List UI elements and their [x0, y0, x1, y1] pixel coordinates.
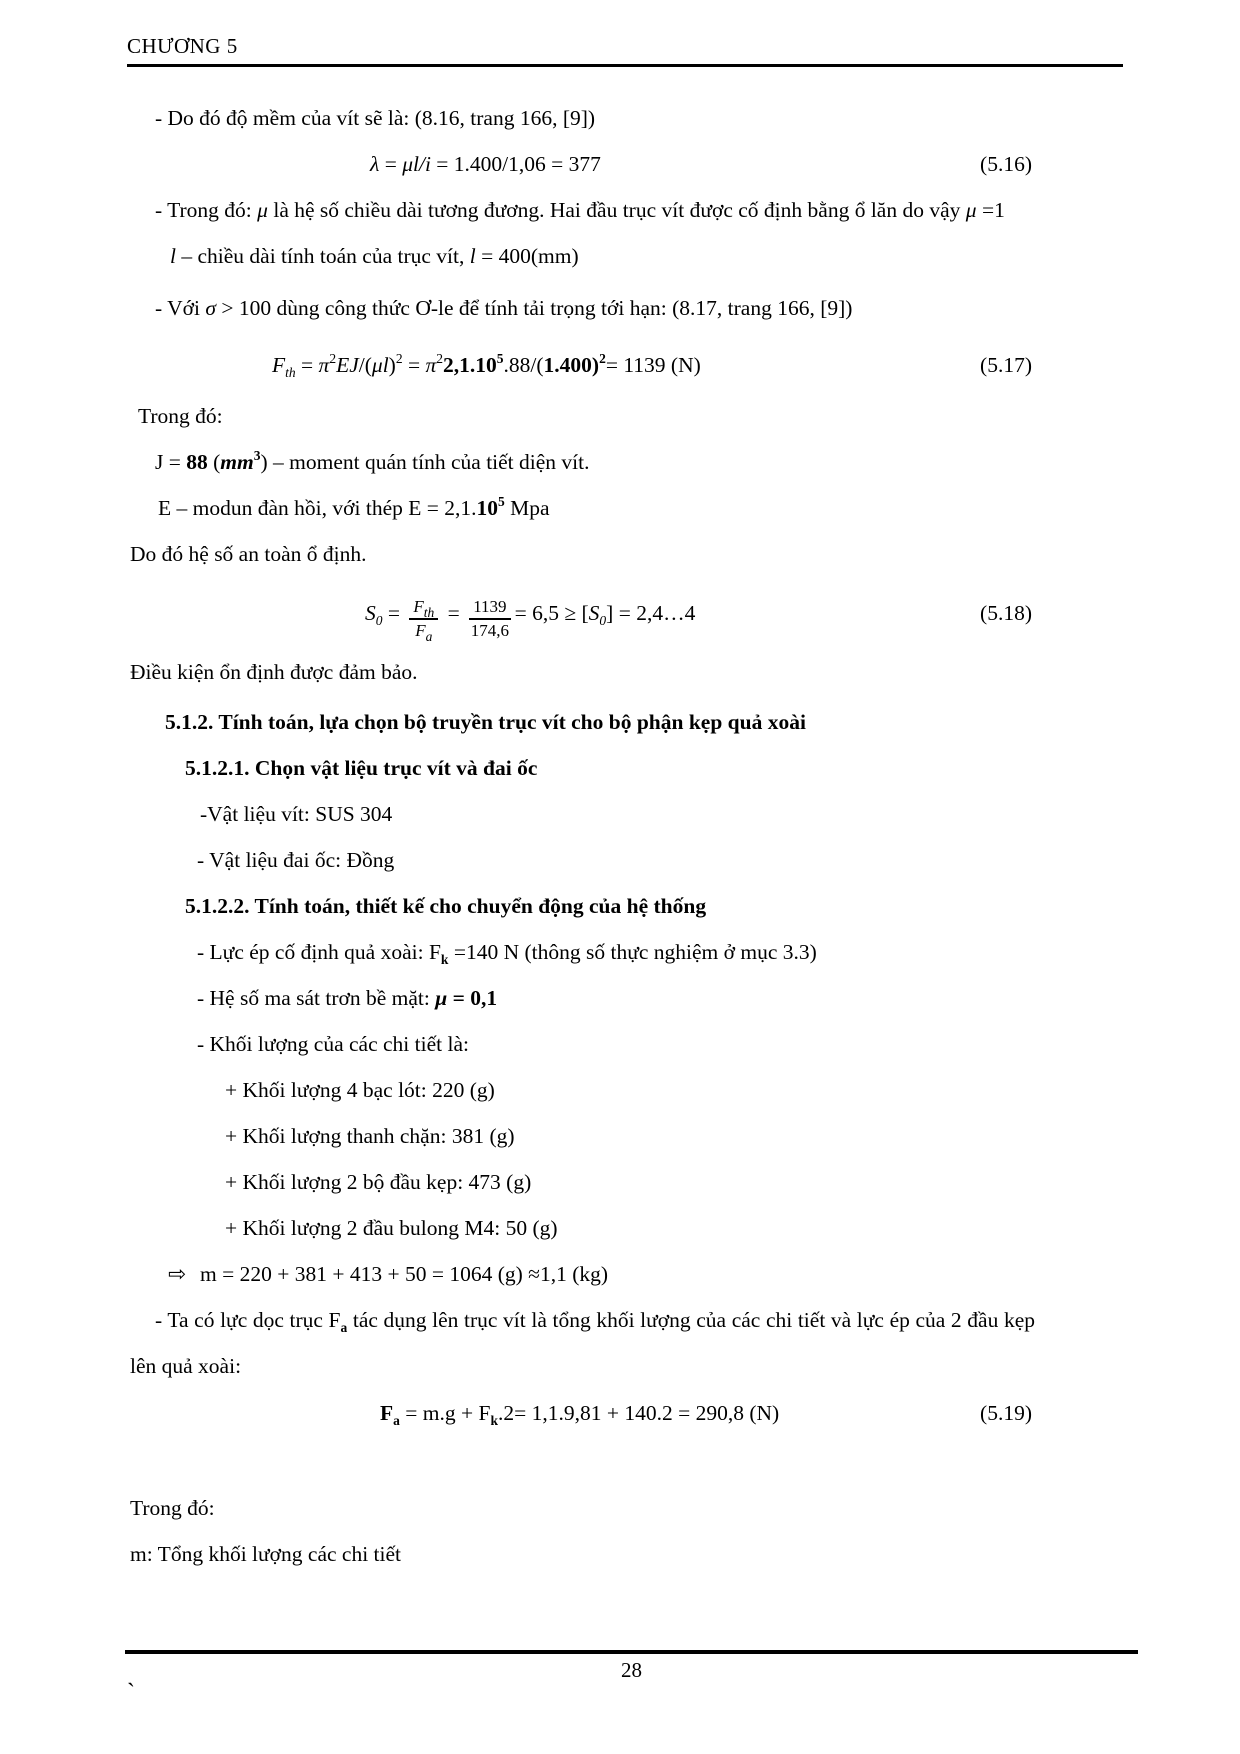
equation-number: (5.18): [980, 601, 1032, 625]
text-segment: – chiều dài tính toán của trục vít,: [175, 244, 470, 268]
text-segment: là hệ số chiều dài tương đương. Hai đầu trục vít được cố định bằng ổ lăn do vậy: [267, 198, 966, 222]
math-sub-0: 0: [375, 613, 383, 628]
math-sup-3: 3: [253, 448, 261, 463]
equation-number: (5.17): [980, 353, 1032, 377]
math-tail: ] = 2,4…4: [606, 601, 696, 625]
list-item-bac-lot: [0, 1067, 1240, 1113]
equation-number: (5.19): [980, 1401, 1032, 1425]
math-sup-5: 5: [498, 494, 505, 509]
math-F: F: [413, 597, 424, 617]
equation-5-16: [0, 141, 1240, 187]
heading-5-1-2-2: [0, 883, 1240, 929]
math-sup-2: 2: [395, 351, 403, 366]
list-item-thanh-chan: [0, 1113, 1240, 1159]
document-body: [0, 95, 1240, 1577]
equation-number: (5.16): [980, 152, 1032, 176]
math-EJ: EJ: [336, 353, 359, 377]
equation-body: [0, 577, 695, 649]
math-eq: =: [295, 353, 319, 377]
text-line: + Khối lượng thanh chặn: 381 (g): [225, 1124, 515, 1148]
text-line: + Khối lượng 2 đầu bulong M4: 50 (g): [225, 1216, 558, 1240]
text-line: Điều kiện ổn định được đảm bảo.: [130, 660, 418, 684]
math-paren: ): [388, 353, 396, 377]
paragraph-mat-daioc: [0, 837, 1240, 883]
math-lambda: λ: [370, 152, 380, 176]
math-numerator: 1139: [469, 597, 510, 620]
math-coef: 2,1.: [443, 353, 476, 377]
chapter-title: CHƯƠNG 5: [127, 34, 238, 58]
paragraph-trong-do-2: [0, 1485, 1240, 1531]
list-item-bulong: [0, 1205, 1240, 1251]
math-mid: = 6,5 ≥ [: [514, 601, 589, 625]
text-line: + Khối lượng 2 bộ đầu kẹp: 473 (g): [225, 1170, 532, 1194]
text-segment: - Trong đó:: [155, 198, 258, 222]
paragraph-m: [0, 1531, 1240, 1577]
paragraph-length: [0, 233, 1240, 279]
equation-5-17: [0, 339, 1240, 391]
text-segment: = 400(mm): [475, 244, 579, 268]
paragraph-luc-ep: [0, 929, 1240, 975]
text-segment: ) – moment quán tính của tiết diện vít.: [260, 450, 590, 474]
math-pi: π: [318, 353, 330, 377]
math-mul: μl: [371, 353, 389, 377]
math-sup-5: 5: [496, 351, 504, 366]
math-eq: =: [379, 152, 403, 176]
footer-divider: [125, 1650, 1138, 1654]
list-item-dau-kep: [0, 1159, 1240, 1205]
page-header: [127, 34, 1123, 67]
math-sum: m = 220 + 381 + 413 + 50 = 1064 (g) ≈1,1 (kg): [200, 1262, 609, 1286]
math-paren: /(: [358, 353, 372, 377]
math-sub-k: k: [440, 952, 449, 967]
math-sub-a: a: [425, 629, 433, 644]
math-mu: μ: [257, 198, 268, 222]
math-eq: =: [402, 353, 426, 377]
math-1400: 1.400: [543, 353, 592, 377]
math-pi: π: [425, 353, 437, 377]
stray-backtick-mark: `: [127, 1680, 135, 1706]
fraction-1139-174: [469, 597, 510, 640]
text-segment: (: [207, 450, 221, 474]
paragraph-E: [0, 485, 1240, 531]
paragraph-sigma: [0, 285, 1240, 331]
math-eq: =: [442, 601, 466, 625]
paragraph-ta-co: [130, 1297, 1035, 1389]
math-F: F: [380, 1401, 394, 1425]
math-eq: =: [382, 601, 406, 625]
paragraph-trong-do-1: [0, 393, 1240, 439]
math-result: .2= 1,1.9,81 + 140.2 = 290,8 (N): [497, 1401, 780, 1425]
math-F: F: [415, 621, 426, 640]
math-sub-th: th: [285, 365, 296, 380]
paragraph-he-so-ma-sat: [0, 975, 1240, 1021]
text-segment: =140 N (thông số thực nghiệm ở mục 3.3): [448, 940, 817, 964]
math-sup-2: 2: [599, 351, 606, 366]
math-F: F: [272, 353, 286, 377]
math-l: l: [469, 244, 476, 268]
text-line: - Khối lượng của các chi tiết là:: [197, 1032, 469, 1056]
text-line: Do đó hệ số an toàn ổ định.: [130, 542, 367, 566]
rightwards-arrow-icon: ⇨: [168, 1262, 187, 1287]
equation-body: [0, 339, 701, 391]
text-segment: E – modun đàn hồi, với thép E = 2,1.: [158, 496, 477, 520]
text-line: - Do đó độ mềm của vít sẽ là: (8.16, trang 166, [9]): [155, 106, 596, 130]
math-mu: μ: [435, 986, 448, 1010]
text-segment: = 0,1: [447, 986, 498, 1010]
paragraph-sum-mass: [0, 1251, 1240, 1297]
text-line: + Khối lượng 4 bạc lót: 220 (g): [225, 1078, 495, 1102]
math-sup-2: 2: [329, 351, 337, 366]
heading-5-1-2: [0, 699, 1240, 745]
math-expr: μl/i: [402, 152, 431, 176]
math-mid: = m.g + F: [399, 1401, 491, 1425]
math-mid: .88/(: [503, 353, 544, 377]
text-segment: - Với: [155, 296, 206, 320]
text-segment: =1: [976, 198, 1005, 222]
paragraph-do-do: [0, 95, 1240, 141]
heading-text: 5.1.2.2. Tính toán, thiết kế cho chuyển động của hệ thống: [185, 894, 707, 918]
text-line: m: Tổng khối lượng các chi tiết: [130, 1542, 402, 1566]
math-result: = 1139 (N): [605, 353, 701, 377]
text-segment: - Lực ép cố định quả xoài: F: [197, 940, 441, 964]
heading-5-1-2-1: [0, 745, 1240, 791]
math-sub-k: k: [490, 1413, 498, 1428]
text-line: - Vật liệu đai ốc: Đồng: [197, 848, 395, 872]
math-paren: ): [591, 353, 600, 377]
text-segment: - Hệ số ma sát trơn bề mặt:: [197, 986, 436, 1010]
math-ten: 10: [475, 353, 497, 377]
paragraph-trong-do: [130, 187, 1035, 233]
equation-5-19: [0, 1389, 1240, 1437]
paragraph-dieu-kien: [0, 649, 1240, 695]
paragraph-khoi-luong: [0, 1021, 1240, 1067]
paragraph-J: [0, 439, 1240, 485]
text-segment: Mpa: [504, 496, 550, 520]
equation-body: [0, 1389, 779, 1437]
math-sup-2: 2: [436, 351, 444, 366]
text-line: -Vật liệu vít: SUS 304: [200, 802, 393, 826]
math-sub-a: a: [340, 1320, 348, 1335]
text-line: Trong đó:: [130, 1496, 215, 1520]
equation-body: [0, 141, 601, 187]
paragraph-mat-vit: [0, 791, 1240, 837]
math-88: 88: [186, 450, 208, 474]
math-sub-a: a: [393, 1413, 400, 1428]
math-sub-0: 0: [599, 613, 607, 628]
equation-5-18: [0, 577, 1240, 649]
fraction-Fth-Fa: [409, 597, 438, 644]
heading-text: 5.1.2.1. Chọn vật liệu trục vít và đai ốc: [185, 756, 538, 780]
heading-text: 5.1.2. Tính toán, lựa chọn bộ truyền trục vít cho bộ phận kẹp quả xoài: [165, 710, 806, 734]
math-sub-th: th: [423, 605, 435, 621]
math-mm: mm: [220, 450, 254, 474]
math-mu: μ: [965, 198, 977, 222]
text-segment: - Ta có lực dọc trục F: [155, 1308, 341, 1332]
math-rhs: = 1.400/1,06 = 377: [430, 152, 601, 176]
math-sigma: σ: [205, 296, 216, 320]
math-denominator: 174,6: [470, 621, 509, 640]
math-S: S: [588, 601, 600, 625]
paragraph-do-do-he-so: [0, 531, 1240, 577]
math-S: S: [365, 601, 376, 625]
text-segment: > 100 dùng công thức Ơ-le để tính tải trọng tới hạn: (8.17, trang 166, [9]): [216, 296, 853, 320]
page-number: 28: [621, 1658, 642, 1682]
math-l: l: [170, 244, 176, 268]
text-line: Trong đó:: [138, 404, 223, 428]
math-ten: 10: [476, 496, 498, 520]
text-segment: tác dụng lên trục vít là tổng khối lượng của các chi tiết và lực ép của 2 đầu kẹp lên quả xoài:: [130, 1308, 1035, 1378]
text-segment: J =: [155, 450, 187, 474]
